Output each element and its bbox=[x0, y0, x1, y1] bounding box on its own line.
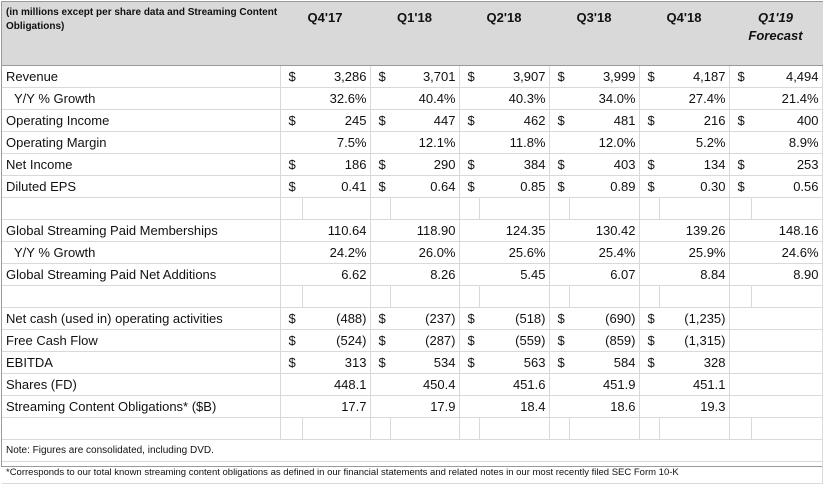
currency-symbol bbox=[639, 264, 659, 286]
cell-value: (859) bbox=[569, 330, 639, 352]
currency-symbol bbox=[729, 88, 751, 110]
cashflow-section bbox=[2, 308, 822, 418]
row-label: Net Income bbox=[2, 154, 280, 176]
income-section bbox=[2, 66, 822, 198]
currency-symbol bbox=[280, 396, 302, 418]
cell-value: 19.3 bbox=[659, 396, 729, 418]
cell-value: 110.64 bbox=[302, 220, 370, 242]
currency-symbol bbox=[639, 132, 659, 154]
cell-value: 34.0% bbox=[569, 88, 639, 110]
currency-symbol bbox=[370, 374, 390, 396]
cell-value: 134 bbox=[659, 154, 729, 176]
table-row bbox=[2, 66, 822, 88]
currency-symbol: $ bbox=[459, 110, 479, 132]
cell-value: 563 bbox=[479, 352, 549, 374]
column-header: Q3'18 bbox=[549, 2, 639, 66]
currency-symbol bbox=[280, 220, 302, 242]
cell-value: 462 bbox=[479, 110, 549, 132]
currency-symbol bbox=[280, 88, 302, 110]
currency-symbol bbox=[459, 88, 479, 110]
consolidation-note: Note: Figures are consolidated, including DVD. bbox=[2, 440, 822, 462]
currency-symbol bbox=[729, 242, 751, 264]
currency-symbol: $ bbox=[459, 308, 479, 330]
currency-symbol bbox=[280, 132, 302, 154]
currency-symbol bbox=[459, 396, 479, 418]
currency-symbol: $ bbox=[280, 66, 302, 88]
cell-value bbox=[751, 352, 822, 374]
cell-value: 24.6% bbox=[751, 242, 822, 264]
currency-symbol: $ bbox=[729, 110, 751, 132]
currency-symbol bbox=[729, 352, 751, 374]
table-row bbox=[2, 352, 822, 374]
row-label: Operating Margin bbox=[2, 132, 280, 154]
cell-value: 450.4 bbox=[390, 374, 459, 396]
cell-value: 0.30 bbox=[659, 176, 729, 198]
currency-symbol bbox=[370, 88, 390, 110]
currency-symbol: $ bbox=[280, 330, 302, 352]
column-header: Q1'18 bbox=[370, 2, 459, 66]
currency-symbol: $ bbox=[549, 176, 569, 198]
cell-value: 139.26 bbox=[659, 220, 729, 242]
currency-symbol bbox=[370, 264, 390, 286]
header-row bbox=[2, 2, 822, 66]
currency-symbol bbox=[459, 132, 479, 154]
cell-value: 0.56 bbox=[751, 176, 822, 198]
cell-value: (559) bbox=[479, 330, 549, 352]
table-row bbox=[2, 242, 822, 264]
cell-value: 18.6 bbox=[569, 396, 639, 418]
cell-value: 0.41 bbox=[302, 176, 370, 198]
cell-value: 25.4% bbox=[569, 242, 639, 264]
cell-value: 25.9% bbox=[659, 242, 729, 264]
currency-symbol bbox=[549, 264, 569, 286]
forecast-label: Forecast bbox=[748, 28, 803, 43]
membership-section bbox=[2, 220, 822, 286]
currency-symbol: $ bbox=[459, 352, 479, 374]
cell-value: 245 bbox=[302, 110, 370, 132]
currency-symbol: $ bbox=[549, 110, 569, 132]
spacer-row bbox=[2, 418, 822, 440]
cell-value: 5.45 bbox=[479, 264, 549, 286]
content-obligations-footnote: *Corresponds to our total known streaming content obligations as defined in our financial statements and related notes in our most recently filed SEC Form 10-K bbox=[2, 462, 822, 484]
currency-symbol: $ bbox=[370, 176, 390, 198]
column-header: Q4'17 bbox=[280, 2, 370, 66]
cell-value: 130.42 bbox=[569, 220, 639, 242]
financial-table-container bbox=[1, 1, 823, 478]
row-label: Net cash (used in) operating activities bbox=[2, 308, 280, 330]
cell-value: 17.7 bbox=[302, 396, 370, 418]
cell-value: 118.90 bbox=[390, 220, 459, 242]
currency-symbol: $ bbox=[549, 154, 569, 176]
cell-value: 448.1 bbox=[302, 374, 370, 396]
currency-symbol: $ bbox=[639, 66, 659, 88]
currency-symbol bbox=[549, 88, 569, 110]
currency-symbol bbox=[729, 132, 751, 154]
currency-symbol bbox=[370, 396, 390, 418]
currency-symbol: $ bbox=[459, 176, 479, 198]
forecast-quarter: Q1'19 bbox=[758, 10, 793, 25]
currency-symbol: $ bbox=[370, 110, 390, 132]
cell-value: 313 bbox=[302, 352, 370, 374]
currency-symbol bbox=[729, 396, 751, 418]
currency-symbol: $ bbox=[280, 154, 302, 176]
cell-value: 3,286 bbox=[302, 66, 370, 88]
row-label: Global Streaming Paid Memberships bbox=[2, 220, 280, 242]
cell-value: 584 bbox=[569, 352, 639, 374]
currency-symbol: $ bbox=[370, 66, 390, 88]
currency-symbol bbox=[729, 308, 751, 330]
currency-symbol: $ bbox=[639, 110, 659, 132]
table-row bbox=[2, 374, 822, 396]
cell-value: 534 bbox=[390, 352, 459, 374]
table-row bbox=[2, 176, 822, 198]
cell-value: 11.8% bbox=[479, 132, 549, 154]
row-label: Global Streaming Paid Net Additions bbox=[2, 264, 280, 286]
currency-symbol: $ bbox=[280, 308, 302, 330]
cell-value: 27.4% bbox=[659, 88, 729, 110]
table-row bbox=[2, 396, 822, 418]
row-label: Shares (FD) bbox=[2, 374, 280, 396]
cell-value: 3,907 bbox=[479, 66, 549, 88]
cell-value: (1,235) bbox=[659, 308, 729, 330]
cell-value: 216 bbox=[659, 110, 729, 132]
cell-value: 3,999 bbox=[569, 66, 639, 88]
cell-value: 253 bbox=[751, 154, 822, 176]
spacer-row bbox=[2, 198, 822, 220]
cell-value: 290 bbox=[390, 154, 459, 176]
currency-symbol: $ bbox=[549, 352, 569, 374]
cell-value: 7.5% bbox=[302, 132, 370, 154]
cell-value: 400 bbox=[751, 110, 822, 132]
cell-value: 124.35 bbox=[479, 220, 549, 242]
cell-value: 26.0% bbox=[390, 242, 459, 264]
currency-symbol bbox=[639, 220, 659, 242]
currency-symbol bbox=[280, 374, 302, 396]
currency-symbol: $ bbox=[639, 330, 659, 352]
currency-symbol bbox=[729, 264, 751, 286]
table-row bbox=[2, 264, 822, 286]
cell-value: 6.62 bbox=[302, 264, 370, 286]
cell-value: (1,315) bbox=[659, 330, 729, 352]
cell-value: (237) bbox=[390, 308, 459, 330]
currency-symbol bbox=[459, 242, 479, 264]
currency-symbol bbox=[280, 264, 302, 286]
row-label: EBITDA bbox=[2, 352, 280, 374]
cell-value: 24.2% bbox=[302, 242, 370, 264]
cell-value: 5.2% bbox=[659, 132, 729, 154]
cell-value: (518) bbox=[479, 308, 549, 330]
cell-value: 40.4% bbox=[390, 88, 459, 110]
currency-symbol: $ bbox=[280, 352, 302, 374]
cell-value: 17.9 bbox=[390, 396, 459, 418]
financial-table bbox=[2, 2, 823, 484]
cell-value: 0.89 bbox=[569, 176, 639, 198]
currency-symbol bbox=[549, 374, 569, 396]
row-label: Y/Y % Growth bbox=[2, 88, 280, 110]
currency-symbol bbox=[370, 132, 390, 154]
cell-value: 18.4 bbox=[479, 396, 549, 418]
cell-value: 148.16 bbox=[751, 220, 822, 242]
currency-symbol: $ bbox=[549, 330, 569, 352]
row-label: Free Cash Flow bbox=[2, 330, 280, 352]
column-header: Q2'18 bbox=[459, 2, 549, 66]
table-row bbox=[2, 132, 822, 154]
cell-value: 8.26 bbox=[390, 264, 459, 286]
cell-value: 451.1 bbox=[659, 374, 729, 396]
currency-symbol: $ bbox=[459, 66, 479, 88]
currency-symbol bbox=[549, 132, 569, 154]
cell-value: 8.90 bbox=[751, 264, 822, 286]
cell-value: 6.07 bbox=[569, 264, 639, 286]
cell-value: 4,494 bbox=[751, 66, 822, 88]
currency-symbol: $ bbox=[370, 154, 390, 176]
currency-symbol: $ bbox=[459, 330, 479, 352]
currency-symbol: $ bbox=[280, 176, 302, 198]
currency-symbol: $ bbox=[639, 154, 659, 176]
cell-value: 384 bbox=[479, 154, 549, 176]
cell-value: 40.3% bbox=[479, 88, 549, 110]
currency-symbol bbox=[729, 330, 751, 352]
currency-symbol bbox=[459, 264, 479, 286]
currency-symbol: $ bbox=[370, 308, 390, 330]
cell-value: 0.64 bbox=[390, 176, 459, 198]
cell-value: 8.84 bbox=[659, 264, 729, 286]
currency-symbol bbox=[549, 220, 569, 242]
currency-symbol bbox=[549, 396, 569, 418]
header-description: (in millions except per share data and Streaming Content Obligations) bbox=[2, 2, 280, 66]
currency-symbol bbox=[639, 88, 659, 110]
currency-symbol bbox=[639, 242, 659, 264]
currency-symbol bbox=[639, 396, 659, 418]
table-row bbox=[2, 330, 822, 352]
row-label: Streaming Content Obligations* ($B) bbox=[2, 396, 280, 418]
cell-value: 12.0% bbox=[569, 132, 639, 154]
currency-symbol: $ bbox=[370, 330, 390, 352]
currency-symbol bbox=[639, 374, 659, 396]
row-label: Y/Y % Growth bbox=[2, 242, 280, 264]
cell-value bbox=[751, 396, 822, 418]
currency-symbol: $ bbox=[639, 176, 659, 198]
cell-value: (524) bbox=[302, 330, 370, 352]
cell-value: 481 bbox=[569, 110, 639, 132]
note-row bbox=[2, 440, 822, 462]
cell-value: 451.6 bbox=[479, 374, 549, 396]
cell-value: (690) bbox=[569, 308, 639, 330]
cell-value: 25.6% bbox=[479, 242, 549, 264]
cell-value: 4,187 bbox=[659, 66, 729, 88]
currency-symbol bbox=[549, 242, 569, 264]
currency-symbol: $ bbox=[459, 154, 479, 176]
table-row bbox=[2, 154, 822, 176]
cell-value: 328 bbox=[659, 352, 729, 374]
cell-value: 186 bbox=[302, 154, 370, 176]
currency-symbol: $ bbox=[639, 308, 659, 330]
currency-symbol bbox=[370, 242, 390, 264]
forecast-column-header bbox=[729, 2, 822, 66]
currency-symbol: $ bbox=[729, 66, 751, 88]
currency-symbol bbox=[729, 374, 751, 396]
footnote-row bbox=[2, 462, 822, 484]
column-header: Q4'18 bbox=[639, 2, 729, 66]
cell-value: 451.9 bbox=[569, 374, 639, 396]
row-label: Operating Income bbox=[2, 110, 280, 132]
cell-value bbox=[751, 330, 822, 352]
table-row bbox=[2, 110, 822, 132]
cell-value: 8.9% bbox=[751, 132, 822, 154]
table-row bbox=[2, 220, 822, 242]
spacer-row bbox=[2, 286, 822, 308]
currency-symbol bbox=[729, 220, 751, 242]
currency-symbol: $ bbox=[549, 66, 569, 88]
table-row bbox=[2, 88, 822, 110]
row-label: Revenue bbox=[2, 66, 280, 88]
currency-symbol bbox=[280, 242, 302, 264]
table-row bbox=[2, 308, 822, 330]
currency-symbol: $ bbox=[729, 154, 751, 176]
cell-value: (287) bbox=[390, 330, 459, 352]
cell-value: 447 bbox=[390, 110, 459, 132]
currency-symbol: $ bbox=[639, 352, 659, 374]
currency-symbol bbox=[459, 220, 479, 242]
currency-symbol: $ bbox=[549, 308, 569, 330]
cell-value: 12.1% bbox=[390, 132, 459, 154]
cell-value: (488) bbox=[302, 308, 370, 330]
cell-value: 3,701 bbox=[390, 66, 459, 88]
cell-value: 0.85 bbox=[479, 176, 549, 198]
cell-value bbox=[751, 308, 822, 330]
currency-symbol bbox=[370, 220, 390, 242]
currency-symbol: $ bbox=[370, 352, 390, 374]
cell-value: 21.4% bbox=[751, 88, 822, 110]
cell-value: 403 bbox=[569, 154, 639, 176]
row-label: Diluted EPS bbox=[2, 176, 280, 198]
currency-symbol: $ bbox=[729, 176, 751, 198]
cell-value: 32.6% bbox=[302, 88, 370, 110]
cell-value bbox=[751, 374, 822, 396]
currency-symbol bbox=[459, 374, 479, 396]
currency-symbol: $ bbox=[280, 110, 302, 132]
